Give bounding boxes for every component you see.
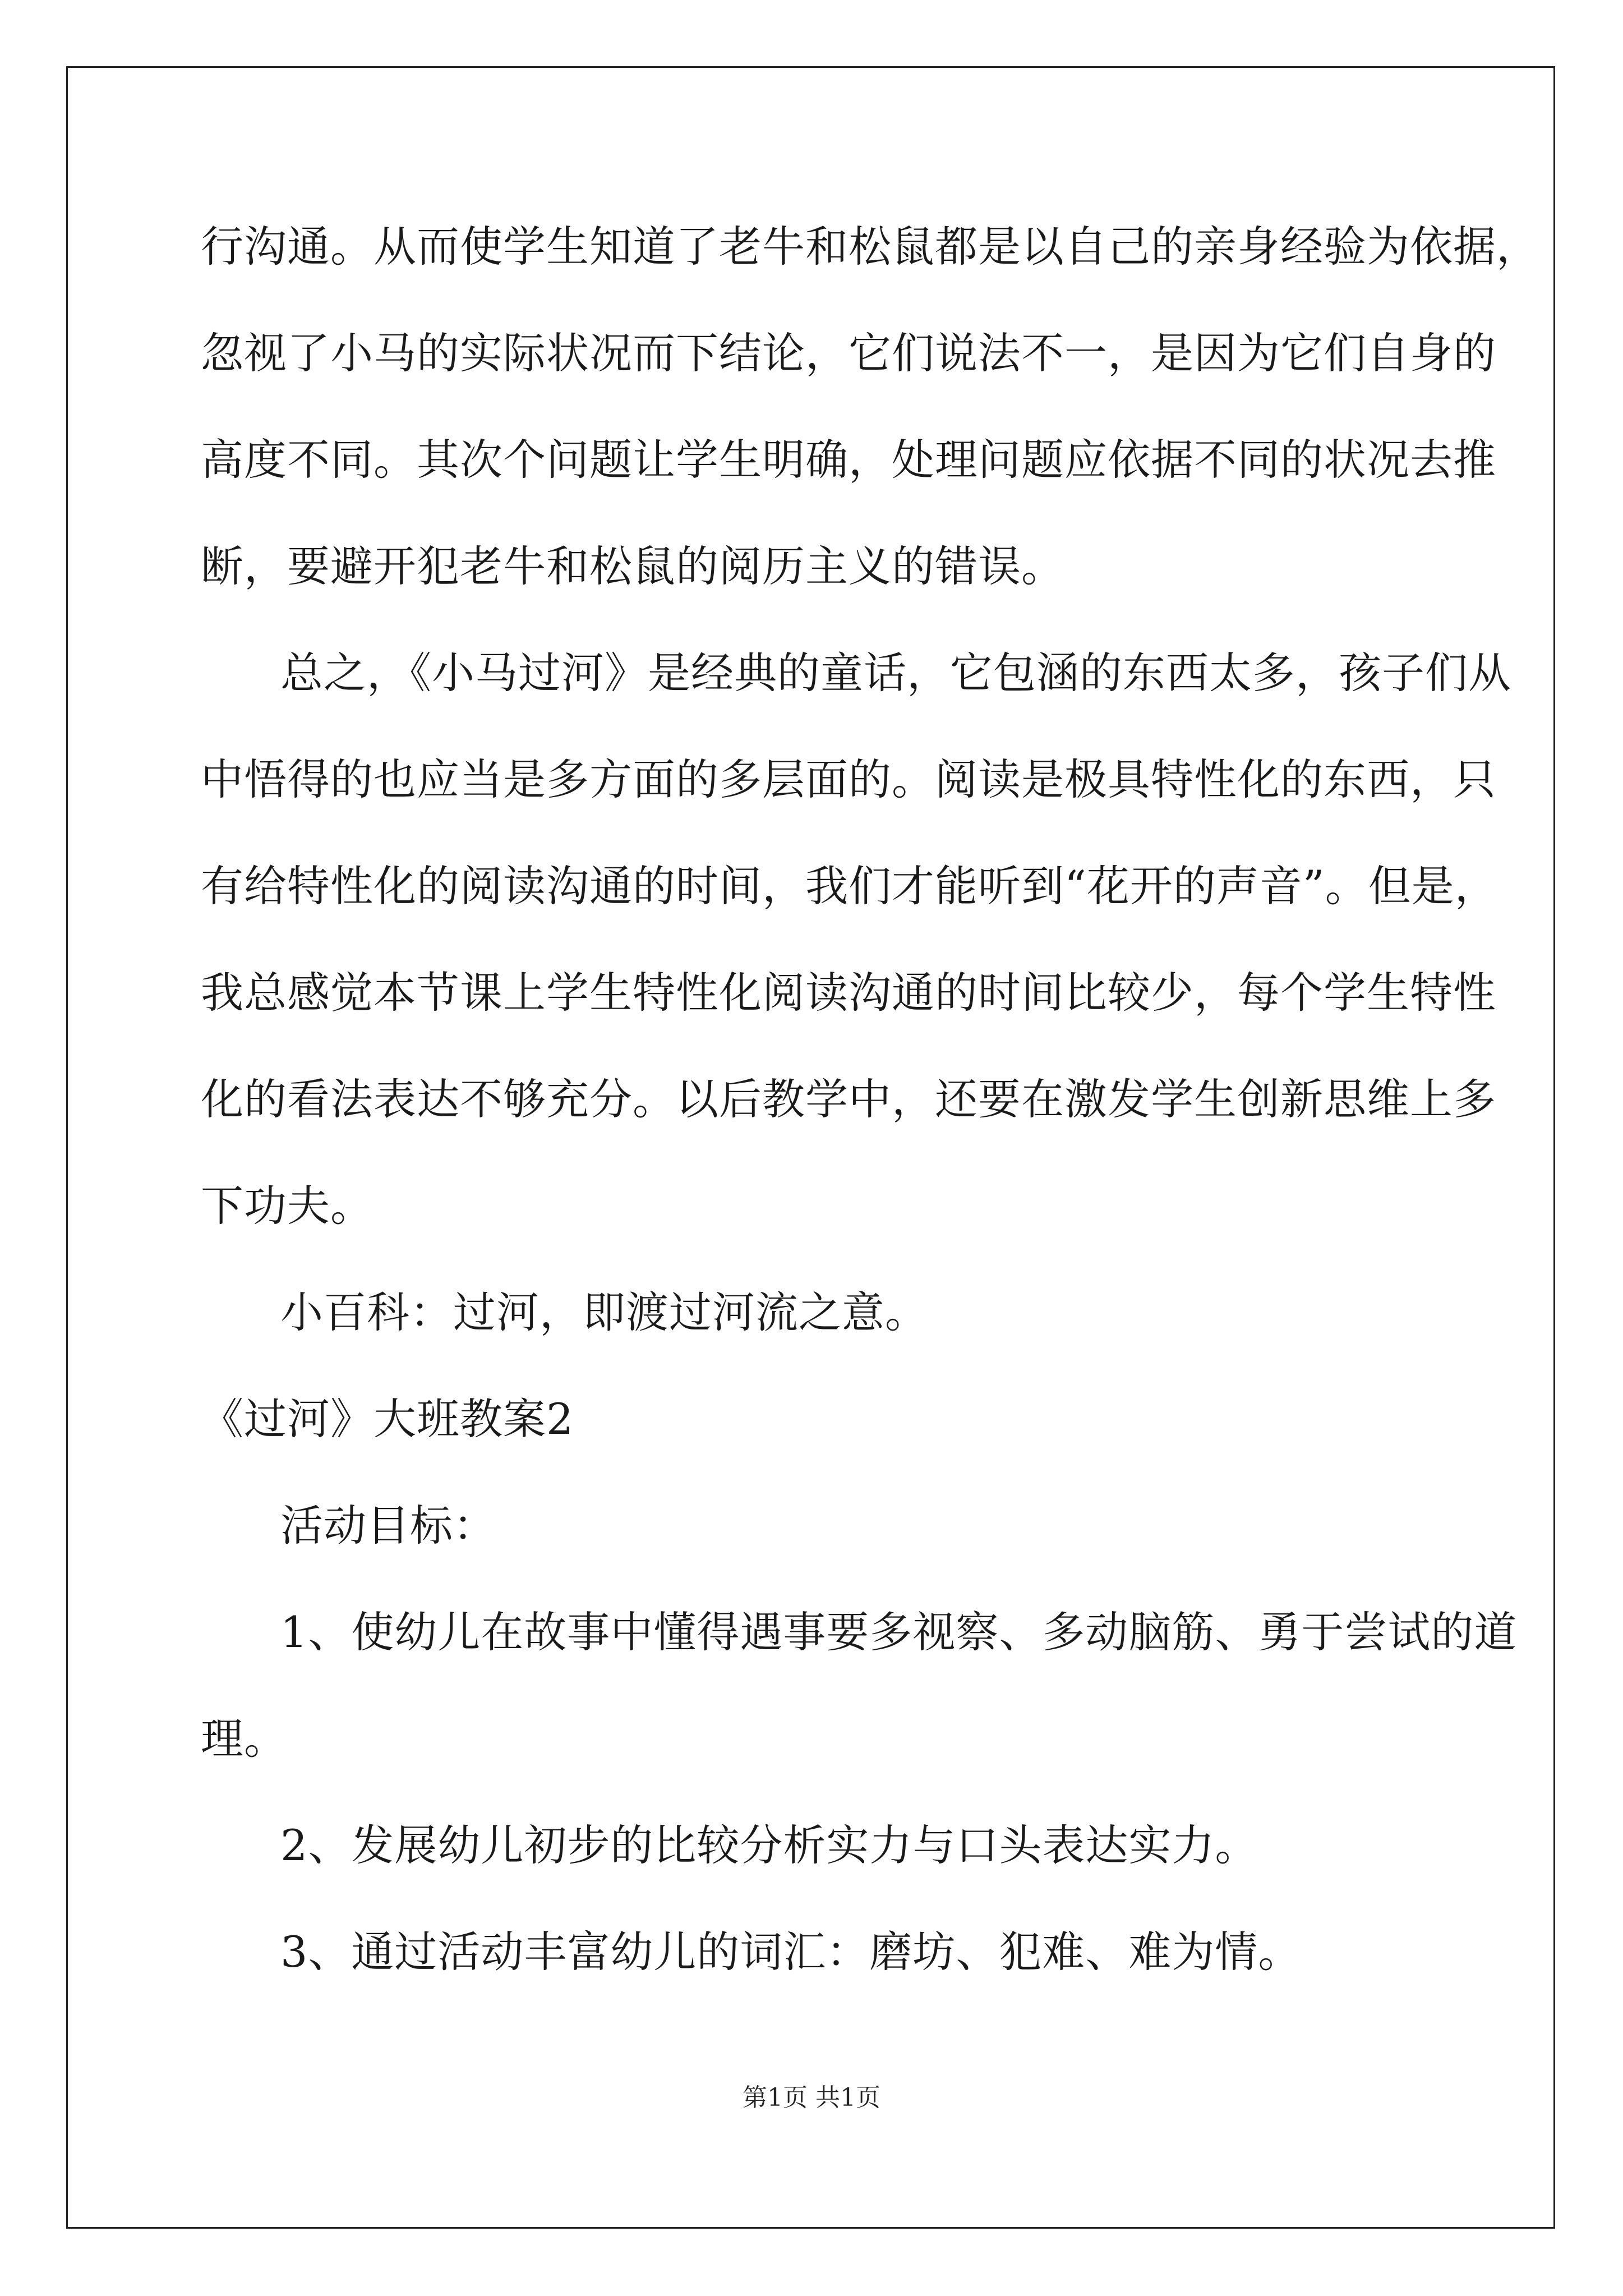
text-line: 总之，《小马过河》是经典的童话，它包涵的东西太多，孩子们从	[280, 648, 1511, 698]
page-border	[66, 66, 1555, 2229]
text-line: 3、通过活动丰富幼儿的词汇：磨坊、犯难、难为情。	[280, 1927, 1302, 1977]
text-line: 中悟得的也应当是多方面的多层面的。阅读是极具特性化的东西，只	[201, 754, 1496, 804]
page-footer: 第1页 共1页	[743, 2083, 880, 2112]
text-line: 理。	[201, 1714, 287, 1764]
text-line: 2、发展幼儿初步的比较分析实力与口头表达实力。	[280, 1820, 1258, 1870]
text-line: 断，要避开犯老牛和松鼠的阅历主义的错误。	[201, 541, 1064, 591]
text-line: 高度不同。其次个问题让学生明确，处理问题应依据不同的状况去推	[201, 435, 1496, 485]
text-line: 下功夫。	[201, 1181, 374, 1231]
text-line: 化的看法表达不够充分。以后教学中，还要在激发学生创新思维上多	[201, 1074, 1496, 1124]
section-heading: 《过河》大班教案2	[201, 1394, 574, 1444]
text-line: 1、使幼儿在故事中懂得遇事要多视察、多动脑筋、勇于尝试的道	[280, 1607, 1518, 1657]
text-line: 行沟通。从而使学生知道了老牛和松鼠都是以自己的亲身经验为依据，	[201, 222, 1539, 272]
text-line: 忽视了小马的实际状况而下结论，它们说法不一，是因为它们自身的	[201, 328, 1496, 378]
text-line: 小百科：过河，即渡过河流之意。	[280, 1287, 928, 1337]
text-line: 有给特性化的阅读沟通的时间，我们才能听到“花开的声音”。但是，	[201, 861, 1498, 911]
text-line: 活动目标：	[280, 1501, 496, 1550]
text-line: 我总感觉本节课上学生特性化阅读沟通的时间比较少，每个学生特性	[201, 968, 1496, 1018]
